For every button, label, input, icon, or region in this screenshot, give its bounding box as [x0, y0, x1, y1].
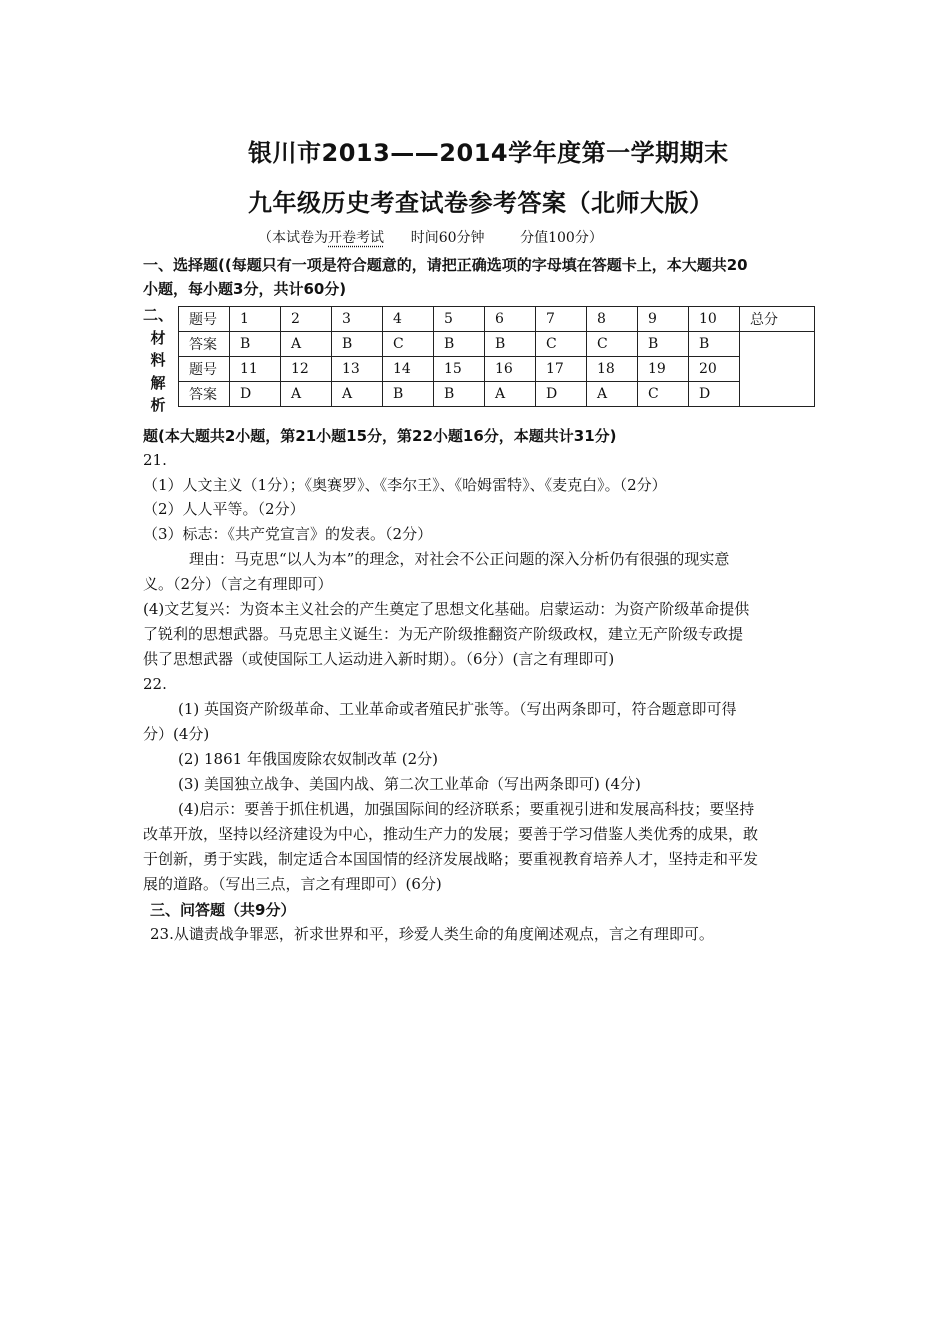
- question-number: 7: [536, 307, 587, 332]
- answer-cell: A: [485, 382, 536, 407]
- answer-cell: A: [281, 332, 332, 357]
- question-number: 5: [434, 307, 485, 332]
- q22-answer-3: (3) 美国独立战争、美国内战、第二次工业革命（写出两条即可) (4分): [178, 775, 641, 793]
- q21-number: 21.: [143, 451, 167, 469]
- question-number: 13: [332, 357, 383, 382]
- section2-label-char: 析: [150, 396, 166, 414]
- section3-heading: 三、问答题（共9分）: [150, 901, 296, 919]
- q22-number: 22.: [143, 675, 167, 693]
- answer-cell: B: [485, 332, 536, 357]
- question-number: 17: [536, 357, 587, 382]
- answer-cell: A: [281, 382, 332, 407]
- q21-answer-4-line2: 了锐利的思想武器。马克思主义诞生：为无产阶级推翻资产阶级政权，建立无产阶级专政提: [143, 625, 744, 643]
- q22-answer-4-line4: 展的道路。（写出三点，言之有理即可）(6分): [143, 875, 442, 893]
- q21-answer-4-line1: (4)文艺复兴：为资本主义社会的产生奠定了思想文化基础。启蒙运动：为资产阶级革命提供: [143, 600, 750, 618]
- answer-cell: D: [689, 382, 740, 407]
- document-subtitle: [258, 227, 603, 247]
- q21-reason-line1: 理由：马克思“以人为本”的理念，对社会不公正问题的深入分析仍有很强的现实意: [189, 550, 730, 568]
- answer-cell: C: [587, 332, 638, 357]
- answer-cell: D: [536, 382, 587, 407]
- question-number: 2: [281, 307, 332, 332]
- answer-table: [178, 306, 815, 407]
- question-number: 3: [332, 307, 383, 332]
- subtitle-prefix: （本试卷为: [258, 230, 328, 246]
- q22-answer-4-line1: (4)启示：要善于抓住机遇，加强国际间的经济联系；要重视引进和发展高科技；要坚持: [178, 800, 755, 818]
- question-number: 10: [689, 307, 740, 332]
- answer-cell: B: [332, 332, 383, 357]
- question-number: 18: [587, 357, 638, 382]
- document-title-line2: 九年级历史考查试卷参考答案（北师大版）: [248, 189, 714, 217]
- total-score-label: 总分: [740, 307, 815, 332]
- answer-cell: A: [587, 382, 638, 407]
- question-number: 9: [638, 307, 689, 332]
- q22-answer-2: (2) 1861 年俄国废除农奴制改革 (2分): [178, 750, 438, 768]
- answer-cell: C: [536, 332, 587, 357]
- section2-label-char: 料: [150, 351, 166, 369]
- question-number: 8: [587, 307, 638, 332]
- answer-cell: C: [383, 332, 434, 357]
- question-number: 11: [230, 357, 281, 382]
- table-row: [179, 382, 815, 407]
- answer-cell: B: [434, 332, 485, 357]
- section2-heading: 题(本大题共2小题，第21小题15分，第22小题16分，本题共计31分): [143, 427, 617, 445]
- question-number: 1: [230, 307, 281, 332]
- q22-answer-4-line2: 改革开放，坚持以经济建设为中心，推动生产力的发展；要善于学习借鉴人类优秀的成果，敢: [143, 825, 759, 843]
- table-row: [179, 357, 815, 382]
- question-number: 4: [383, 307, 434, 332]
- answer-cell: C: [638, 382, 689, 407]
- q22-answer-4-line3: 于创新，勇于实践，制定适合本国国情的经济发展战略；要重视教育培养人才，坚持走和平发: [143, 850, 759, 868]
- answer-cell: A: [332, 382, 383, 407]
- question-number: 16: [485, 357, 536, 382]
- question-number: 12: [281, 357, 332, 382]
- section2-label-char: 材: [150, 328, 166, 347]
- row-label-answer: 答案: [179, 332, 230, 357]
- row-label-answer: 答案: [179, 382, 230, 407]
- question-number: 15: [434, 357, 485, 382]
- table-row: [179, 332, 815, 357]
- q21-answer-1: （1）人文主义（1分）；《奥赛罗》、《李尔王》、《哈姆雷特》、《麦克白》。（2分）: [143, 476, 667, 494]
- answer-cell: B: [383, 382, 434, 407]
- row-label-question: 题号: [179, 307, 230, 332]
- question-number: 19: [638, 357, 689, 382]
- question-number: 6: [485, 307, 536, 332]
- question-number: 14: [383, 357, 434, 382]
- total-score-cell: [740, 332, 815, 407]
- document-title-line1: 银川市2013——2014学年度第一学期期末: [248, 139, 729, 167]
- section1-heading-line1: 一、选择题((每题只有一项是符合题意的，请把正确选项的字母填在答题卡上，本大题共20: [143, 256, 748, 274]
- answer-cell: B: [434, 382, 485, 407]
- answer-cell: B: [638, 332, 689, 357]
- answer-cell: B: [689, 332, 740, 357]
- question-number: 20: [689, 357, 740, 382]
- row-label-question: 题号: [179, 357, 230, 382]
- q21-answer-3: （3）标志：《共产党宣言》的发表。（2分）: [143, 525, 433, 543]
- table-row: [179, 307, 815, 332]
- subtitle-rest: 时间60分钟 分值100分）: [384, 230, 603, 246]
- section2-label-char: 二、: [143, 306, 174, 324]
- section2-vertical-label: [143, 304, 173, 417]
- section2-label-char: 解: [150, 373, 166, 392]
- q21-reason-line2: 义。（2分）（言之有理即可）: [143, 575, 333, 593]
- section1-heading-line2: 小题，每小题3分，共计60分): [143, 280, 347, 298]
- q22-answer-1-line1: (1) 英国资产阶级革命、工业革命或者殖民扩张等。（写出两条即可，符合题意即可得: [178, 700, 737, 718]
- q21-answer-4-line3: 供了思想武器（或使国际工人运动进入新时期）。（6分）(言之有理即可): [143, 650, 615, 668]
- q22-answer-1-line2: 分）(4分): [143, 725, 210, 743]
- subtitle-emphasis: 开卷考试: [328, 230, 384, 246]
- answer-cell: D: [230, 382, 281, 407]
- q23-answer: 23.从谴责战争罪恶，祈求世界和平，珍爱人类生命的角度阐述观点，言之有理即可。: [150, 925, 714, 943]
- q21-answer-2: （2）人人平等。（2分）: [143, 500, 305, 518]
- answer-cell: B: [230, 332, 281, 357]
